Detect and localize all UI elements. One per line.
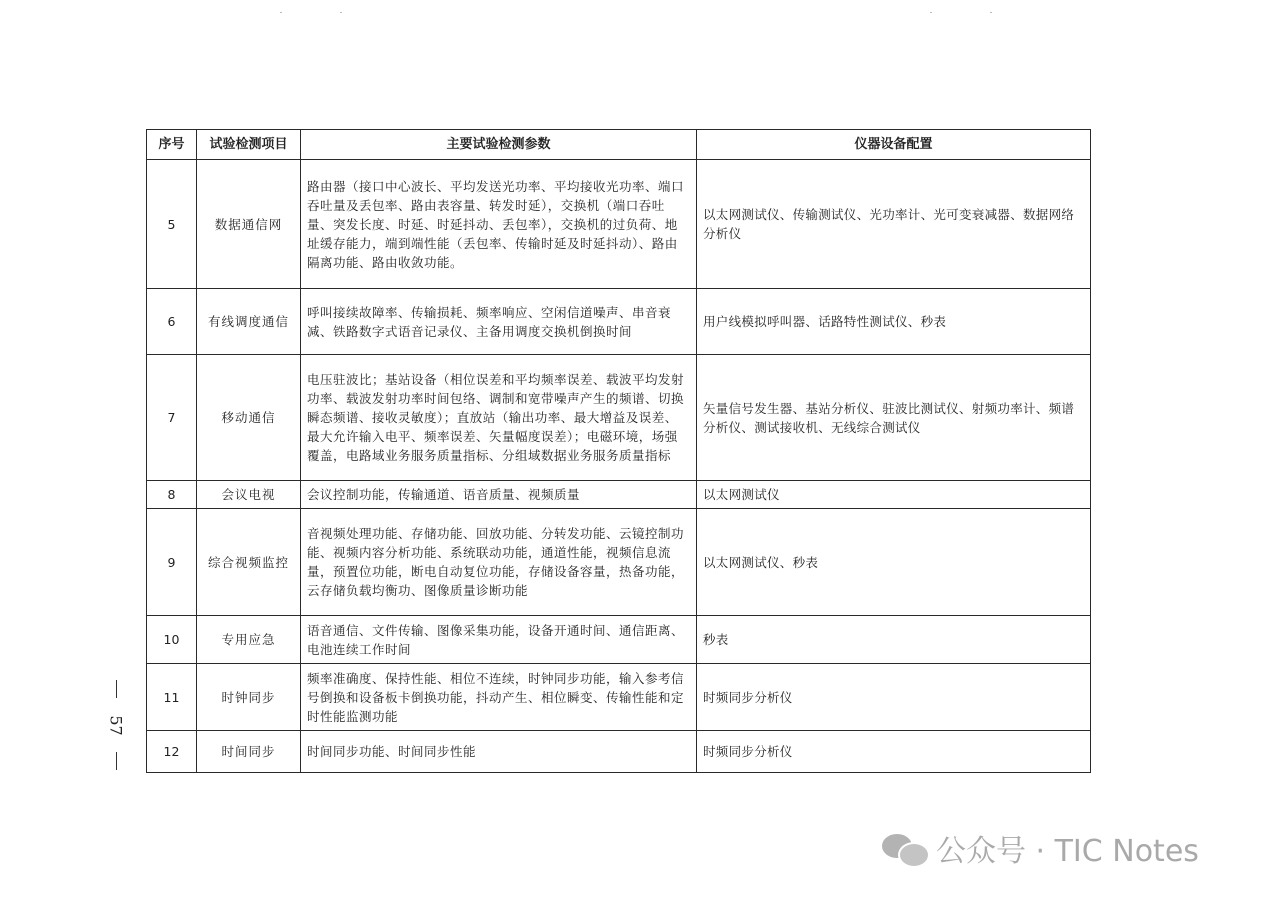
table-row <box>147 509 1091 616</box>
row-number: 11 <box>147 664 197 731</box>
row-item: 数据通信网 <box>197 160 301 289</box>
header-params: 主要试验检测参数 <box>301 130 697 160</box>
row-number: 7 <box>147 355 197 481</box>
watermark <box>880 826 1199 870</box>
row-item: 时间同步 <box>197 731 301 773</box>
page-number-dash-bottom <box>116 752 117 770</box>
row-params: 会议控制功能，传输通道、语音质量、视频质量 <box>301 481 697 509</box>
row-item: 时钟同步 <box>197 664 301 731</box>
row-equipment: 矢量信号发生器、基站分析仪、驻波比测试仪、射频功率计、频谱分析仪、测试接收机、无线综合测试仪 <box>697 355 1091 481</box>
table-row <box>147 731 1091 773</box>
page-number-dash-top <box>116 680 117 698</box>
row-number: 8 <box>147 481 197 509</box>
row-equipment: 以太网测试仪 <box>697 481 1091 509</box>
page-number: 57 <box>106 714 126 736</box>
row-item: 综合视频监控 <box>197 509 301 616</box>
table-row <box>147 289 1091 355</box>
wechat-icon <box>880 828 928 868</box>
row-params: 路由器（接口中心波长、平均发送光功率、平均接收光功率、端口吞吐量及丢包率、路由表容量、转发时延），交换机（端口吞吐量、突发长度、时延、时延抖动、丢包率），交换机的过负荷、地址缓存能力，端到端性能（丢包率、传输时延及时延抖动）、路由隔离功能、路由收敛功能。 <box>301 160 697 289</box>
row-params: 电压驻波比；基站设备（相位误差和平均频率误差、载波平均发射功率、载波发射功率时间包络、调制和宽带噪声产生的频谱、切换瞬态频谱、接收灵敏度）；直放站（输出功率、最大增益及误差、最大允许输入电平、频率误差、矢量幅度误差）；电磁环境，场强覆盖，电路域业务服务质量指标、分组域数据业务服务质量指标 <box>301 355 697 481</box>
header-item: 试验检测项目 <box>197 130 301 160</box>
page-number-marker <box>104 680 128 770</box>
row-equipment: 秒表 <box>697 616 1091 664</box>
row-item: 有线调度通信 <box>197 289 301 355</box>
table-row <box>147 355 1091 481</box>
row-equipment: 用户线模拟呼叫器、话路特性测试仪、秒表 <box>697 289 1091 355</box>
row-equipment: 以太网测试仪、秒表 <box>697 509 1091 616</box>
table-row <box>147 160 1091 289</box>
row-equipment: 时频同步分析仪 <box>697 731 1091 773</box>
row-number: 12 <box>147 731 197 773</box>
row-item: 移动通信 <box>197 355 301 481</box>
row-number: 9 <box>147 509 197 616</box>
table-header-row <box>147 130 1091 160</box>
table-row <box>147 664 1091 731</box>
scan-specks <box>280 12 1000 18</box>
row-number: 6 <box>147 289 197 355</box>
row-item: 专用应急 <box>197 616 301 664</box>
row-equipment: 以太网测试仪、传输测试仪、光功率计、光可变衰减器、数据网络分析仪 <box>697 160 1091 289</box>
row-number: 10 <box>147 616 197 664</box>
row-equipment: 时频同步分析仪 <box>697 664 1091 731</box>
header-no: 序号 <box>147 130 197 160</box>
row-params: 时间同步功能、时间同步性能 <box>301 731 697 773</box>
row-params: 呼叫接续故障率、传输损耗、频率响应、空闲信道噪声、串音衰减、铁路数字式语音记录仪、主备用调度交换机倒换时间 <box>301 289 697 355</box>
row-number: 5 <box>147 160 197 289</box>
header-equipment: 仪器设备配置 <box>697 130 1091 160</box>
table-row <box>147 481 1091 509</box>
test-items-table <box>146 129 1091 773</box>
row-params: 语音通信、文件传输、图像采集功能，设备开通时间、通信距离、电池连续工作时间 <box>301 616 697 664</box>
row-item: 会议电视 <box>197 481 301 509</box>
watermark-text: 公众号 · TIC Notes <box>936 834 1199 869</box>
row-params: 音视频处理功能、存储功能、回放功能、分转发功能、云镜控制功能、视频内容分析功能、系统联动功能，通道性能，视频信息流量，预置位功能，断电自动复位功能，存储设备容量，热备功能，云存储负载均衡功、图像质量诊断功能 <box>301 509 697 616</box>
table-row <box>147 616 1091 664</box>
row-params: 频率准确度、保持性能、相位不连续，时钟同步功能，输入参考信号倒换和设备板卡倒换功能，抖动产生、相位瞬变、传输性能和定时性能监测功能 <box>301 664 697 731</box>
